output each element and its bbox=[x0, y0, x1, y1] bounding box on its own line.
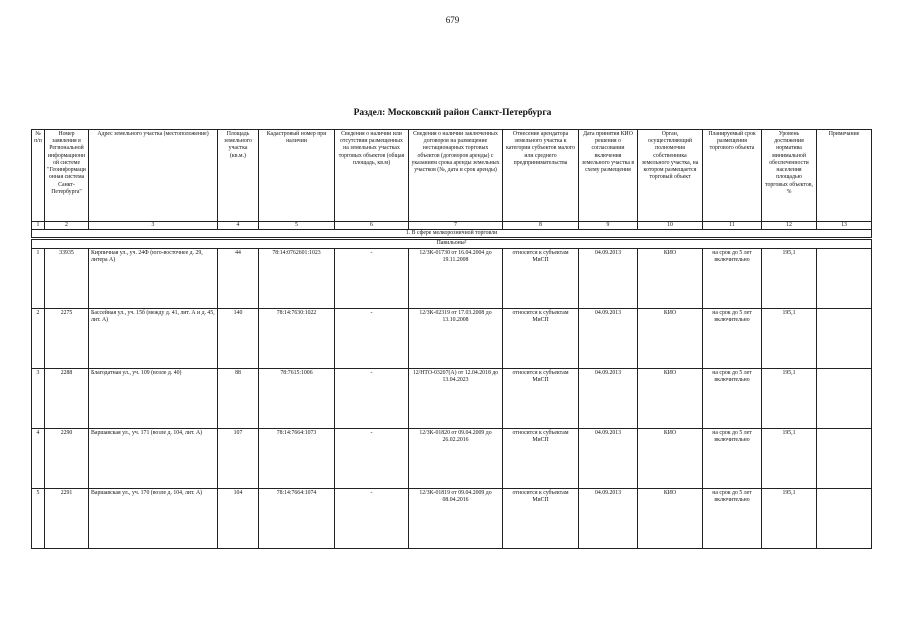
header-cell: Уровень достижения норматива минимальной обеспеченности населения площадью торговых объектов, % bbox=[762, 130, 817, 222]
header-cell: Отнесение арендатора земельного участка к категории субъектов малого или среднего предпринимательства bbox=[503, 130, 579, 222]
cell-address: Варшавская ул., уч. 171 (возле д. 104, лит. А) bbox=[89, 428, 218, 488]
cell-level: 195,1 bbox=[762, 428, 817, 488]
header-cell: № п/п bbox=[32, 130, 45, 222]
column-number: 12 bbox=[762, 222, 817, 230]
cell-date: 04.09.2013 bbox=[579, 368, 638, 428]
cell-term: на срок до 5 лет включительно bbox=[703, 368, 762, 428]
section-label: 1. В сфере мелкорозничной торговли bbox=[32, 230, 872, 238]
table-row bbox=[32, 308, 872, 368]
cell-objects: - bbox=[335, 248, 409, 308]
cell-address: Кирпичная ул., уч. 24Ф (юго-восточнее д. 29, литера А) bbox=[89, 248, 218, 308]
cell-cadastral: 78:14:7630:1022 bbox=[259, 308, 335, 368]
column-number: 2 bbox=[45, 222, 89, 230]
cell-contract: 12/ЗК-02319 от 17.03.2008 до 13.10.2008 bbox=[409, 308, 503, 368]
cell-authority: КИО bbox=[638, 308, 703, 368]
cell-smb: относится к субъектам МиСП bbox=[503, 308, 579, 368]
cell-term: на срок до 5 лет включительно bbox=[703, 428, 762, 488]
header-cell: Адрес земельного участка (местоположение) bbox=[89, 130, 218, 222]
cell-application: 2290 bbox=[45, 428, 89, 488]
cell-note bbox=[817, 368, 872, 428]
cell-area: 107 bbox=[218, 428, 259, 488]
table-row bbox=[32, 428, 872, 488]
column-number: 5 bbox=[259, 222, 335, 230]
cell-authority: КИО bbox=[638, 368, 703, 428]
table-row bbox=[32, 368, 872, 428]
cell-authority: КИО bbox=[638, 488, 703, 548]
column-number: 1 bbox=[32, 222, 45, 230]
cell-contract: 12/ЗК-01819 от 09.04.2009 до 08.04.2016 bbox=[409, 488, 503, 548]
cell-number: 2 bbox=[32, 308, 45, 368]
cell-area: 88 bbox=[218, 368, 259, 428]
cell-note bbox=[817, 488, 872, 548]
cell-level: 195,1 bbox=[762, 368, 817, 428]
cell-area: 104 bbox=[218, 488, 259, 548]
cell-term: на срок до 5 лет включительно bbox=[703, 248, 762, 308]
cell-authority: КИО bbox=[638, 248, 703, 308]
header-cell: Площадь земельного участка (кв.м.) bbox=[218, 130, 259, 222]
cell-objects: - bbox=[335, 368, 409, 428]
column-number: 8 bbox=[503, 222, 579, 230]
cell-address: Благодатная ул., уч. 109 (возле д. 40) bbox=[89, 368, 218, 428]
cell-contract: 12/ЗК-01820 от 09.04.2009 до 26.02.2016 bbox=[409, 428, 503, 488]
cell-date: 04.09.2013 bbox=[579, 428, 638, 488]
cell-objects: - bbox=[335, 428, 409, 488]
column-number: 4 bbox=[218, 222, 259, 230]
cell-cadastral: 78:7615:1006 bbox=[259, 368, 335, 428]
column-number: 6 bbox=[335, 222, 409, 230]
subsection-label: Павильоны² bbox=[32, 240, 872, 248]
cell-cadastral: 78:14:7664:1074 bbox=[259, 488, 335, 548]
cell-smb: относится к субъектам МиСП bbox=[503, 488, 579, 548]
header-row bbox=[32, 130, 872, 222]
cell-level: 195,1 bbox=[762, 488, 817, 548]
subsection-row bbox=[32, 240, 872, 248]
section-title: Раздел: Московский район Санкт-Петербурга bbox=[353, 108, 552, 118]
column-number: 7 bbox=[409, 222, 503, 230]
cell-date: 04.09.2013 bbox=[579, 488, 638, 548]
cell-level: 195,1 bbox=[762, 248, 817, 308]
section-row bbox=[32, 230, 872, 238]
header-cell: Планируемый срок размещения торгового объекта bbox=[703, 130, 762, 222]
cell-note bbox=[817, 248, 872, 308]
cell-date: 04.09.2013 bbox=[579, 248, 638, 308]
cell-smb: относится к субъектам МиСП bbox=[503, 368, 579, 428]
cell-number: 5 bbox=[32, 488, 45, 548]
header-cell: Дата принятия КИО решения о согласовании включения земельного участка в схему размещения bbox=[579, 130, 638, 222]
column-number-row bbox=[32, 222, 872, 230]
page-number: 679 bbox=[445, 15, 460, 25]
column-number: 13 bbox=[817, 222, 872, 230]
column-number: 11 bbox=[703, 222, 762, 230]
cell-note bbox=[817, 308, 872, 368]
land-plots-table bbox=[31, 129, 872, 549]
cell-term: на срок до 5 лет включительно bbox=[703, 308, 762, 368]
cell-level: 195,1 bbox=[762, 308, 817, 368]
header-cell: Сведения о наличии или отсутствии размещенных на земельных участках торговых объектов (общая площадь, кв.м) bbox=[335, 130, 409, 222]
column-number: 10 bbox=[638, 222, 703, 230]
header-cell: Примечание bbox=[817, 130, 872, 222]
cell-smb: относится к субъектам МиСП bbox=[503, 428, 579, 488]
column-number: 3 bbox=[89, 222, 218, 230]
cell-application: 33935 bbox=[45, 248, 89, 308]
column-number: 9 bbox=[579, 222, 638, 230]
cell-address: Варшавская ул., уч. 170 (возле д. 104, лит. А) bbox=[89, 488, 218, 548]
cell-date: 04.09.2013 bbox=[579, 308, 638, 368]
cell-area: 44 bbox=[218, 248, 259, 308]
header-cell: Кадастровый номер при наличии bbox=[259, 130, 335, 222]
cell-contract: 12/НТО-03207(А) от 12.04.2018 до 13.04.2023 bbox=[409, 368, 503, 428]
table-row bbox=[32, 248, 872, 308]
cell-number: 3 bbox=[32, 368, 45, 428]
cell-number: 4 bbox=[32, 428, 45, 488]
cell-authority: КИО bbox=[638, 428, 703, 488]
header-cell: Номер заявления в Региональной информационной системе "Геоинформационная система Санкт-Петербурга" bbox=[45, 130, 89, 222]
header-cell: Орган, осуществляющий полномочия собственника земельного участка, на котором размещается торговый объект bbox=[638, 130, 703, 222]
cell-objects: - bbox=[335, 308, 409, 368]
cell-term: на срок до 5 лет включительно bbox=[703, 488, 762, 548]
cell-objects: - bbox=[335, 488, 409, 548]
cell-application: 2291 bbox=[45, 488, 89, 548]
cell-application: 2275 bbox=[45, 308, 89, 368]
cell-contract: 12/ЗК-01730 от 16.04.2004 до 19.11.2008 bbox=[409, 248, 503, 308]
cell-number: 1 bbox=[32, 248, 45, 308]
cell-cadastral: 78:14:0762601:1023 bbox=[259, 248, 335, 308]
cell-application: 2288 bbox=[45, 368, 89, 428]
table-row bbox=[32, 488, 872, 548]
cell-address: Бассейная ул., уч. 15б (между д. 41, лит. А и д. 45, лит. А) bbox=[89, 308, 218, 368]
cell-area: 140 bbox=[218, 308, 259, 368]
cell-note bbox=[817, 428, 872, 488]
header-cell: Сведения о наличии заключенных договоров на размещение нестационарных торговых объектов (договоров аренды) с указанием срока аренды земельных участков (№, дата и срок аренды) bbox=[409, 130, 503, 222]
cell-cadastral: 78:14:7664:1073 bbox=[259, 428, 335, 488]
cell-smb: относится к субъектам МиСП bbox=[503, 248, 579, 308]
